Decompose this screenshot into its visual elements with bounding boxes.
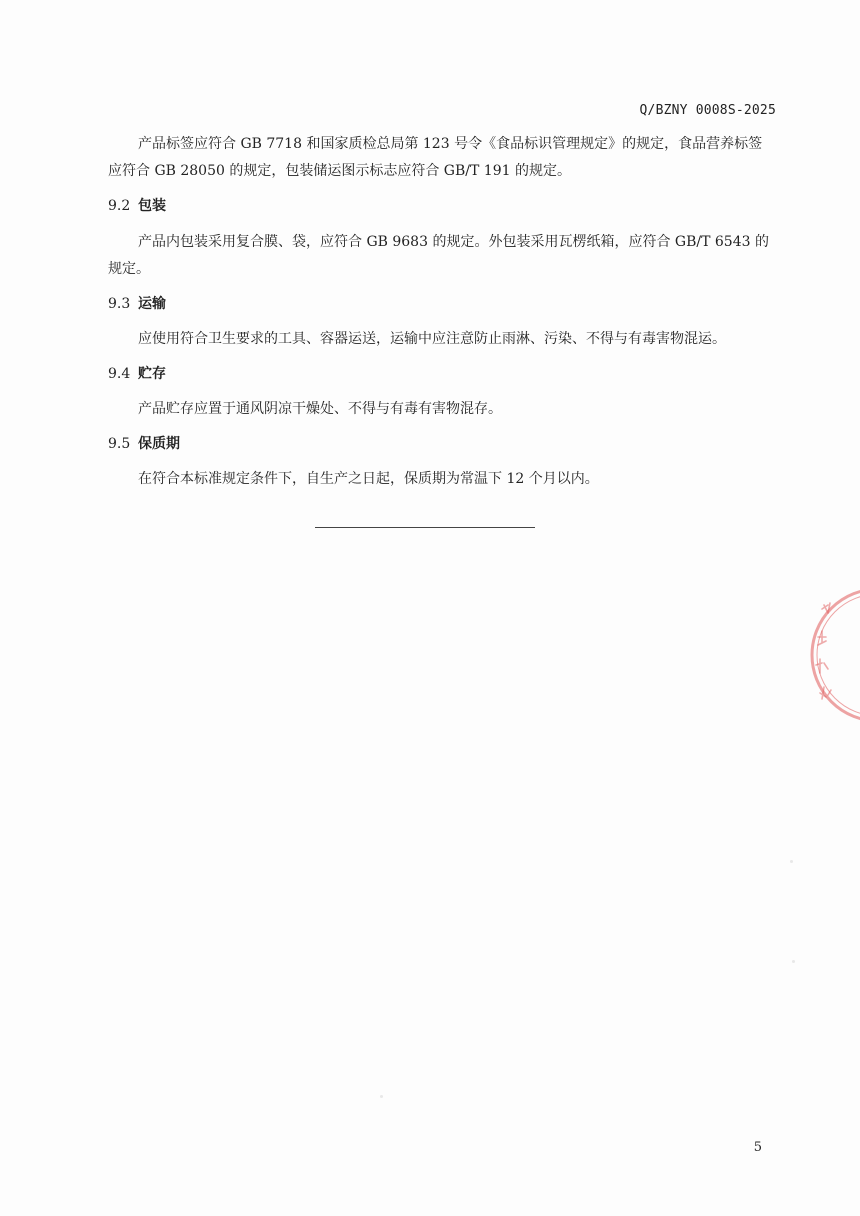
scan-speck <box>380 1095 383 1098</box>
section-title: 贮存 <box>138 366 166 382</box>
section-number: 9.2 <box>108 198 131 214</box>
packaging-paragraph: 产品内包装采用复合膜、袋，应符合 GB 9683 的规定。外包装采用瓦楞纸箱，应符合 GB/T 6543 的规定。 <box>108 234 769 277</box>
official-seal-partial <box>806 585 860 725</box>
page-number: 5 <box>753 1140 762 1155</box>
section-title: 保质期 <box>138 436 180 452</box>
section-heading-9-2 <box>108 195 166 215</box>
document-code: Q/BZNY 0008S-2025 <box>639 103 776 118</box>
section-number: 9.3 <box>108 296 131 312</box>
section-number: 9.5 <box>108 436 131 452</box>
transport-paragraph: 应使用符合卫生要求的工具、容器运送，运输中应注意防止雨淋、污染、不得与有毒害物混运。 <box>138 331 726 347</box>
section-title: 包装 <box>138 198 166 214</box>
labeling-paragraph: 产品标签应符合 GB 7718 和国家质检总局第 123 号令《食品标识管理规定》的规定，食品营养标签应符合 GB 28050 的规定，包装储运图示标志应符合 GB/T 191 的规定。 <box>108 136 763 179</box>
scan-speck <box>790 860 793 863</box>
section-title: 运输 <box>138 296 166 312</box>
end-of-document-rule <box>315 527 535 528</box>
shelf-life-paragraph: 在符合本标准规定条件下，自生产之日起，保质期为常温下 12 个月以内。 <box>138 471 599 487</box>
seal-stamp-icon <box>806 585 860 725</box>
section-heading-9-4 <box>108 363 166 383</box>
scan-speck <box>792 960 795 963</box>
storage-paragraph: 产品贮存应置于通风阴凉干燥处、不得与有毒有害物混存。 <box>138 401 502 417</box>
section-heading-9-5 <box>108 433 180 453</box>
section-heading-9-3 <box>108 293 166 313</box>
section-number: 9.4 <box>108 366 131 382</box>
